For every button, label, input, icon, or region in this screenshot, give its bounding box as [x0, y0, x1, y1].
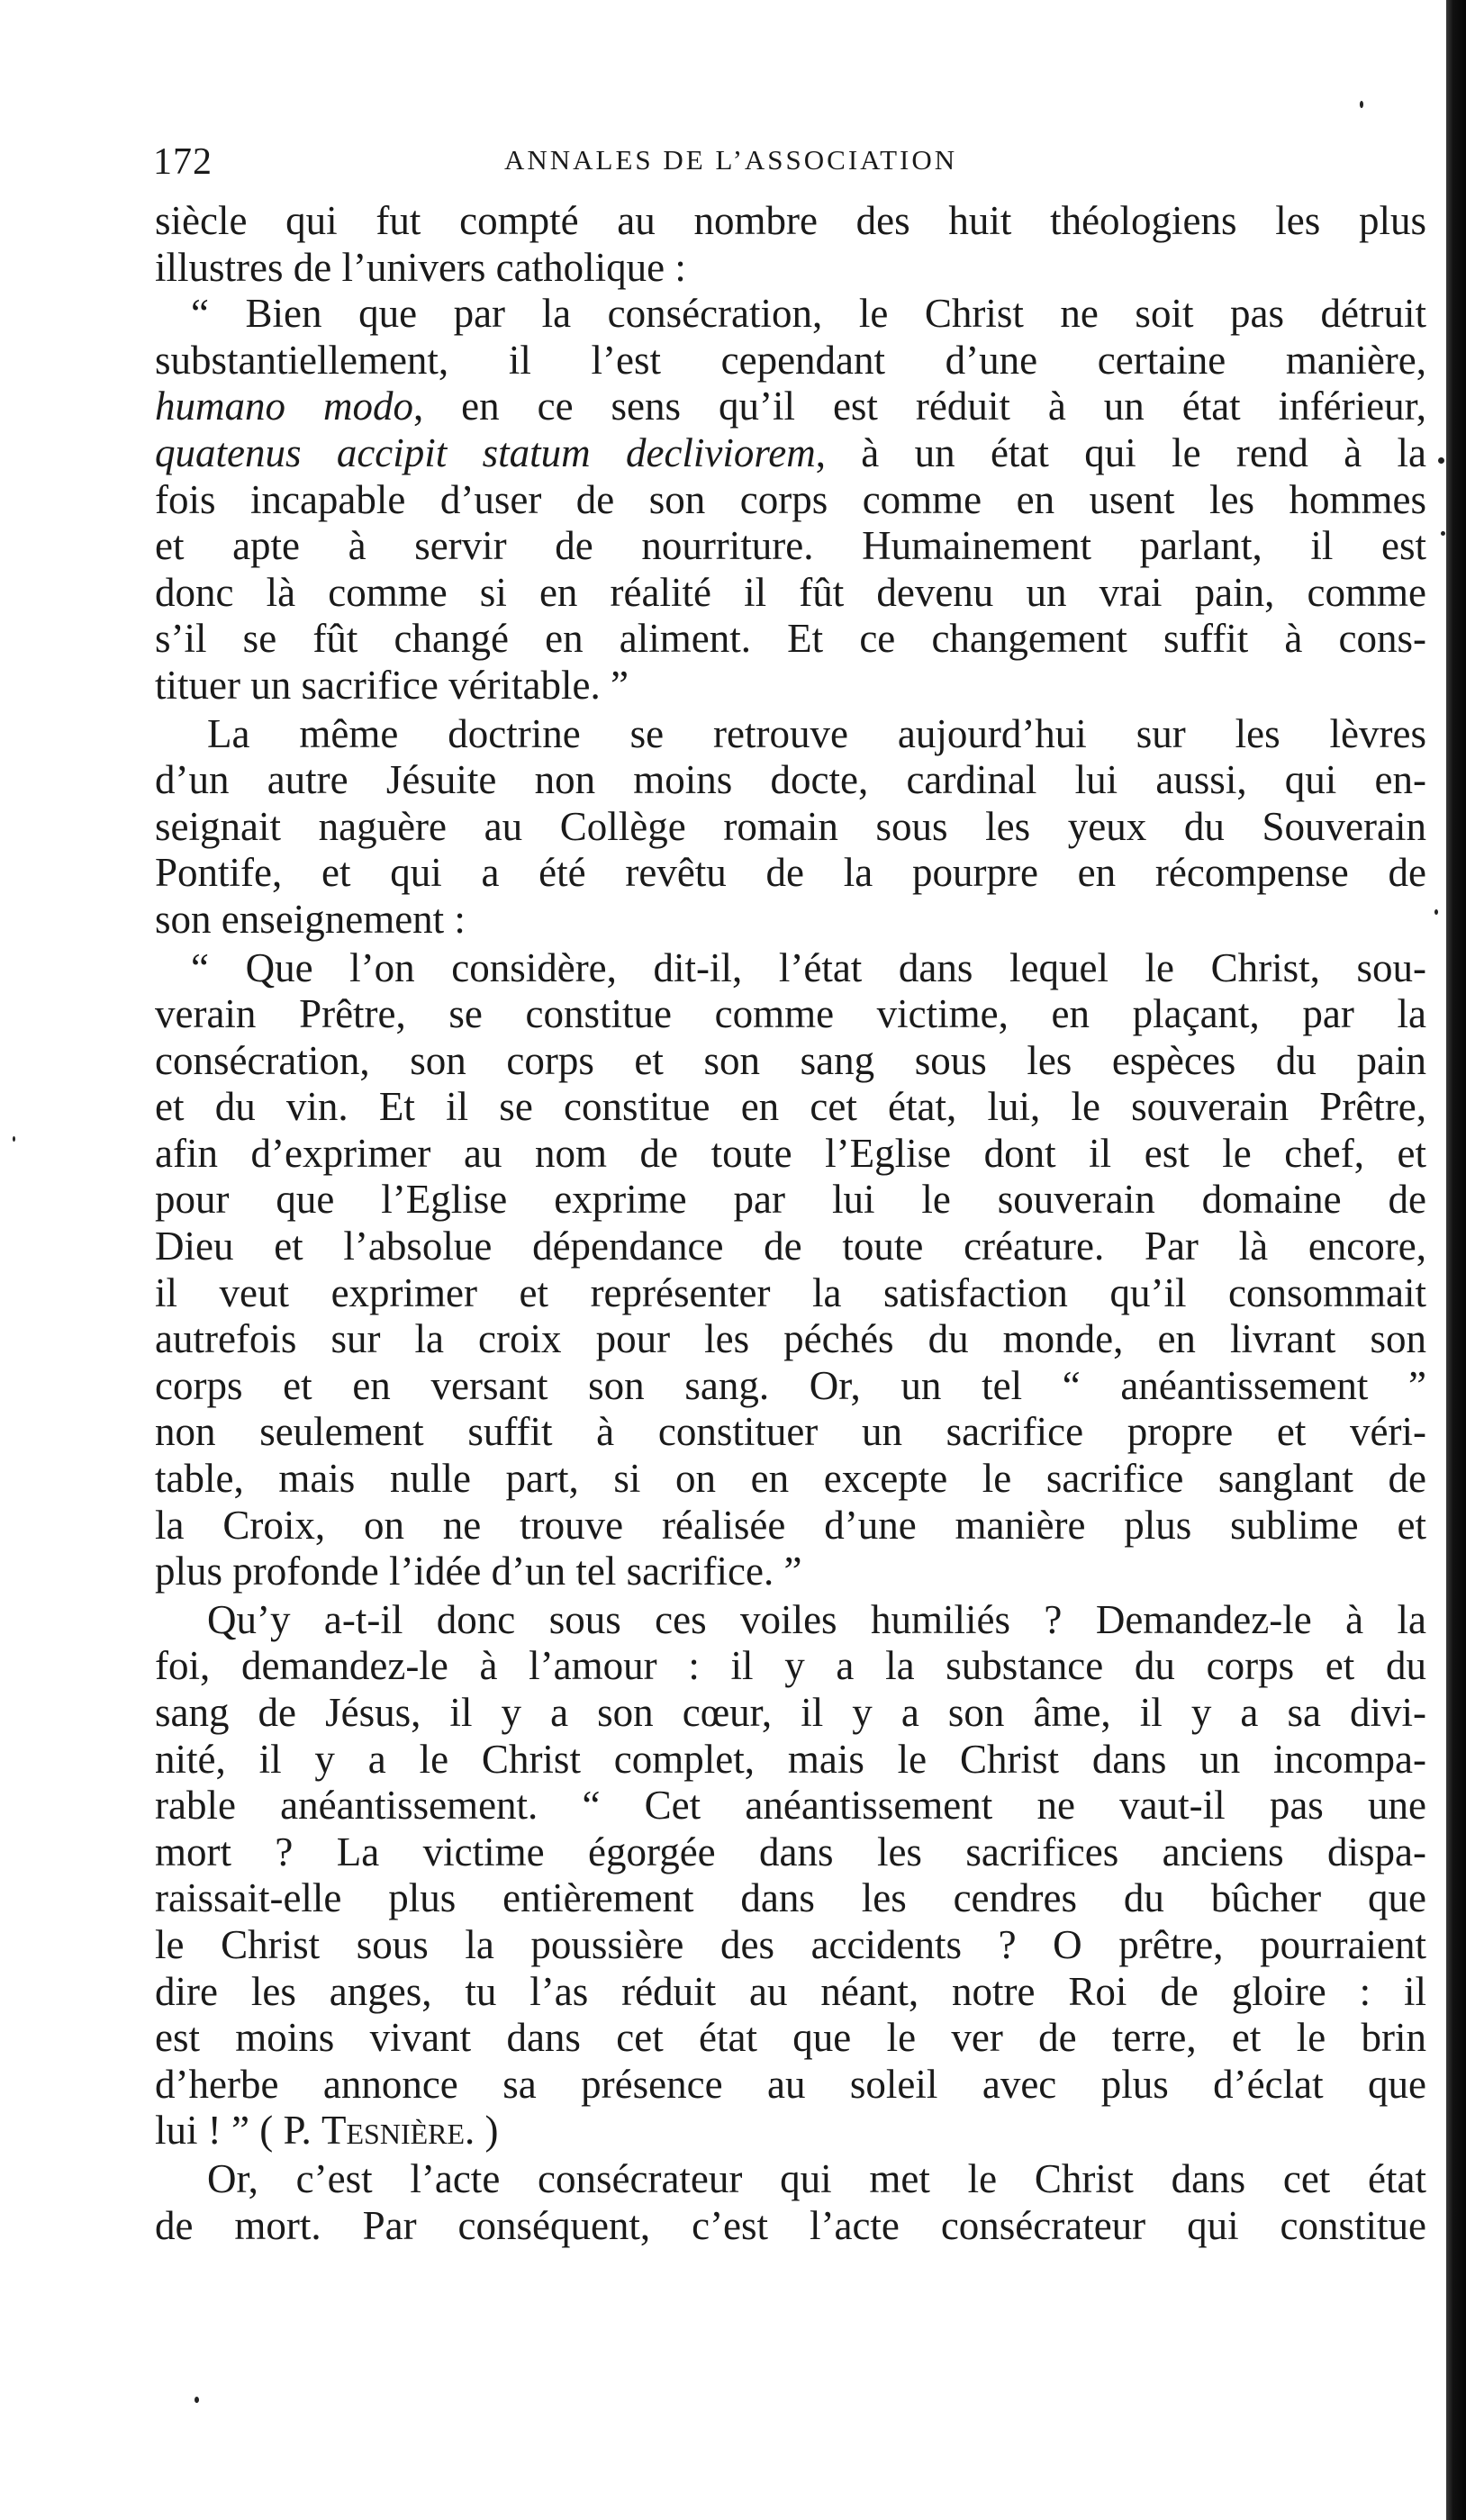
running-title: ANNALES DE L’ASSOCIATION	[504, 144, 958, 176]
text-line: il veut exprimer et représenter la satisfaction qu’il consommait	[155, 1269, 1426, 1315]
page-edge-shadow	[1446, 0, 1466, 2520]
text-line: non seulement suffit à constituer un sacrifice propre et véri-	[155, 1409, 1426, 1455]
text-line: raissait-elle plus entièrement dans les cendres du bûcher que	[155, 1875, 1426, 1921]
text-line: son enseignement :	[155, 896, 466, 942]
text-line: illustres de l’univers catholique :	[155, 244, 686, 290]
scan-speck	[1434, 909, 1438, 915]
running-head	[153, 133, 1432, 187]
text-line: est moins vivant dans cet état que le ver de terre, et le brin	[155, 2015, 1426, 2061]
page-number: 172	[153, 141, 213, 183]
text-line: dire les anges, tu l’as réduit au néant, notre Roi de gloire : il	[155, 1968, 1426, 2014]
text-line: Qu’y a-t-il donc sous ces voiles humiliés ? Demandez-le à la	[207, 1596, 1426, 1642]
text-line: rable anéantissement. “ Cet anéantissement ne vaut-il pas une	[155, 1783, 1426, 1829]
text-line: verain Prêtre, se constitue comme victime, en plaçant, par la	[155, 991, 1426, 1037]
text-line: mort ? La victime égorgée dans les sacrifices anciens dispa-	[155, 1829, 1426, 1874]
text-line: de mort. Par conséquent, c’est l’acte consécrateur qui constitue	[155, 2202, 1426, 2248]
text-line: “ Bien que par la consécration, le Christ ne soit pas détruit	[191, 291, 1426, 337]
scan-speck	[1441, 531, 1445, 536]
text-line: fois incapable d’user de son corps comme en usent les hommes	[155, 476, 1426, 522]
text-line: afin d’exprimer au nom de toute l’Eglise dont il est le chef, et	[155, 1130, 1426, 1176]
text-line: humano modo, en ce sens qu’il est réduit à un état inférieur,	[155, 384, 1427, 429]
scan-speck	[1360, 101, 1363, 108]
text-line: quatenus accipit statum decliviorem, à un état qui le rend à la	[155, 429, 1426, 475]
text-line: nité, il y a le Christ complet, mais le Christ dans un incompa-	[155, 1736, 1426, 1782]
text-line: Pontife, et qui a été revêtu de la pourpre en récompense de	[155, 850, 1426, 896]
text-line: tituer un sacrifice véritable. ”	[155, 662, 629, 708]
text-line: et du vin. Et il se constitue en cet état, lui, le souverain Prêtre,	[155, 1084, 1426, 1130]
scan-speck	[195, 2397, 199, 2403]
text-line: corps et en versant son sang. Or, un tel “ anéantissement ”	[155, 1362, 1426, 1408]
text-line: Dieu et l’absolue dépendance de toute créature. Par là encore,	[155, 1224, 1426, 1269]
text-line: et apte à servir de nourriture. Humainement parlant, il est	[155, 523, 1426, 569]
text-line: table, mais nulle part, si on en excepte le sacrifice sanglant de	[155, 1456, 1426, 1502]
text-line: s’il se fût changé en aliment. Et ce changement suffit à cons-	[155, 616, 1426, 662]
text-line: le Christ sous la poussière des accidents ? O prêtre, pourraient	[155, 1921, 1426, 1967]
text-line: sang de Jésus, il y a son cœur, il y a son âme, il y a sa divi-	[155, 1690, 1426, 1735]
text-line: plus profonde l’idée d’un tel sacrifice. ”	[155, 1549, 802, 1594]
text-line: “ Que l’on considère, dit-il, l’état dans lequel le Christ, sou-	[191, 944, 1426, 990]
text-line: consécration, son corps et son sang sous les espèces du pain	[155, 1037, 1426, 1083]
text-line: foi, demandez-le à l’amour : il y a la substance du corps et du	[155, 1643, 1426, 1689]
text-line: la Croix, on ne trouve réalisée d’une manière plus sublime et	[155, 1502, 1426, 1548]
scan-speck	[1438, 457, 1444, 464]
text-line: siècle qui fut compté au nombre des huit théologiens les plus	[155, 198, 1426, 243]
text-line: La même doctrine se retrouve aujourd’hui sur les lèvres	[207, 710, 1426, 756]
text-line: d’un autre Jésuite non moins docte, cardinal lui aussi, qui en-	[155, 757, 1426, 803]
text-line: autrefois sur la croix pour les péchés du monde, en livrant son	[155, 1316, 1426, 1362]
body-text	[155, 198, 1426, 2249]
text-line: pour que l’Eglise exprime par lui le souverain domaine de	[155, 1177, 1426, 1223]
text-line: Or, c’est l’acte consécrateur qui met le Christ dans cet état	[207, 2155, 1426, 2201]
text-line: d’herbe annonce sa présence au soleil avec plus d’éclat que	[155, 2061, 1426, 2107]
text-line: lui ! ” ( P. Tesnière. )	[155, 2108, 499, 2154]
text-line: donc là comme si en réalité il fût devenu un vrai pain, comme	[155, 569, 1426, 615]
text-line: substantiellement, il l’est cependant d’une certaine manière,	[155, 337, 1426, 383]
text-line: seignait naguère au Collège romain sous les yeux du Souverain	[155, 803, 1426, 849]
scan-speck	[13, 1136, 15, 1142]
